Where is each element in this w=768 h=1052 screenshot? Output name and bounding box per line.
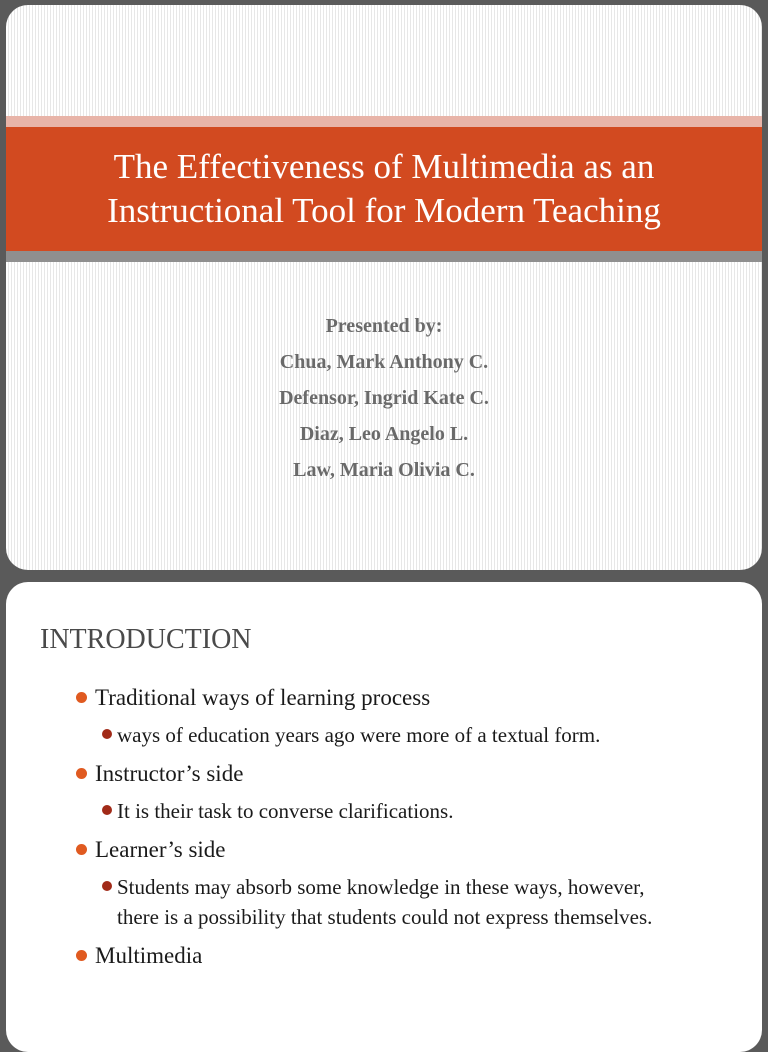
section-heading: INTRODUCTION bbox=[40, 624, 252, 655]
presenter-name: Defensor, Ingrid Kate C. bbox=[279, 387, 489, 409]
divider-strip bbox=[6, 251, 762, 262]
slide-title: The Effectiveness of Multimedia as an Instructional Tool for Modern Teaching bbox=[107, 147, 661, 230]
presenter-name: Chua, Mark Anthony C. bbox=[279, 351, 489, 373]
presenter-name: Law, Maria Olivia C. bbox=[293, 459, 475, 481]
title-slide bbox=[6, 5, 762, 570]
presenter-name: Diaz, Leo Angelo L. bbox=[299, 423, 469, 445]
title-band bbox=[6, 127, 762, 251]
sub-bullet-item bbox=[6, 720, 762, 750]
presented-by-label: Presented by: bbox=[325, 315, 443, 337]
sub-bullet-text: It is their task to converse clarifications. bbox=[117, 799, 454, 823]
sub-bullet-dot-icon bbox=[102, 881, 112, 891]
sub-bullet-item bbox=[6, 872, 762, 932]
sub-bullet-dot-icon bbox=[102, 805, 112, 815]
bullet-list bbox=[6, 682, 762, 978]
bullet-dot-icon bbox=[76, 768, 87, 779]
bullet-dot-icon bbox=[76, 692, 87, 703]
bullet-text: Learner’s side bbox=[95, 837, 226, 862]
bullet-text: Traditional ways of learning process bbox=[95, 685, 431, 710]
sub-bullet-dot-icon bbox=[102, 729, 112, 739]
bullet-dot-icon bbox=[76, 844, 87, 855]
bullet-item bbox=[6, 940, 762, 972]
sub-bullet-text: Students may absorb some knowledge in these ways, however, there is a possibility that students could not express themselves. bbox=[117, 875, 653, 929]
bullet-dot-icon bbox=[76, 950, 87, 961]
sub-bullet-text: ways of education years ago were more of a textual form. bbox=[117, 723, 601, 747]
introduction-slide bbox=[6, 582, 762, 1052]
accent-strip bbox=[6, 116, 762, 127]
bullet-item bbox=[6, 682, 762, 714]
bullet-item bbox=[6, 758, 762, 790]
presenters-block bbox=[6, 308, 762, 488]
bullet-text: Instructor’s side bbox=[95, 761, 244, 786]
sub-bullet-item bbox=[6, 796, 762, 826]
bullet-item bbox=[6, 834, 762, 866]
bullet-text: Multimedia bbox=[95, 943, 203, 968]
